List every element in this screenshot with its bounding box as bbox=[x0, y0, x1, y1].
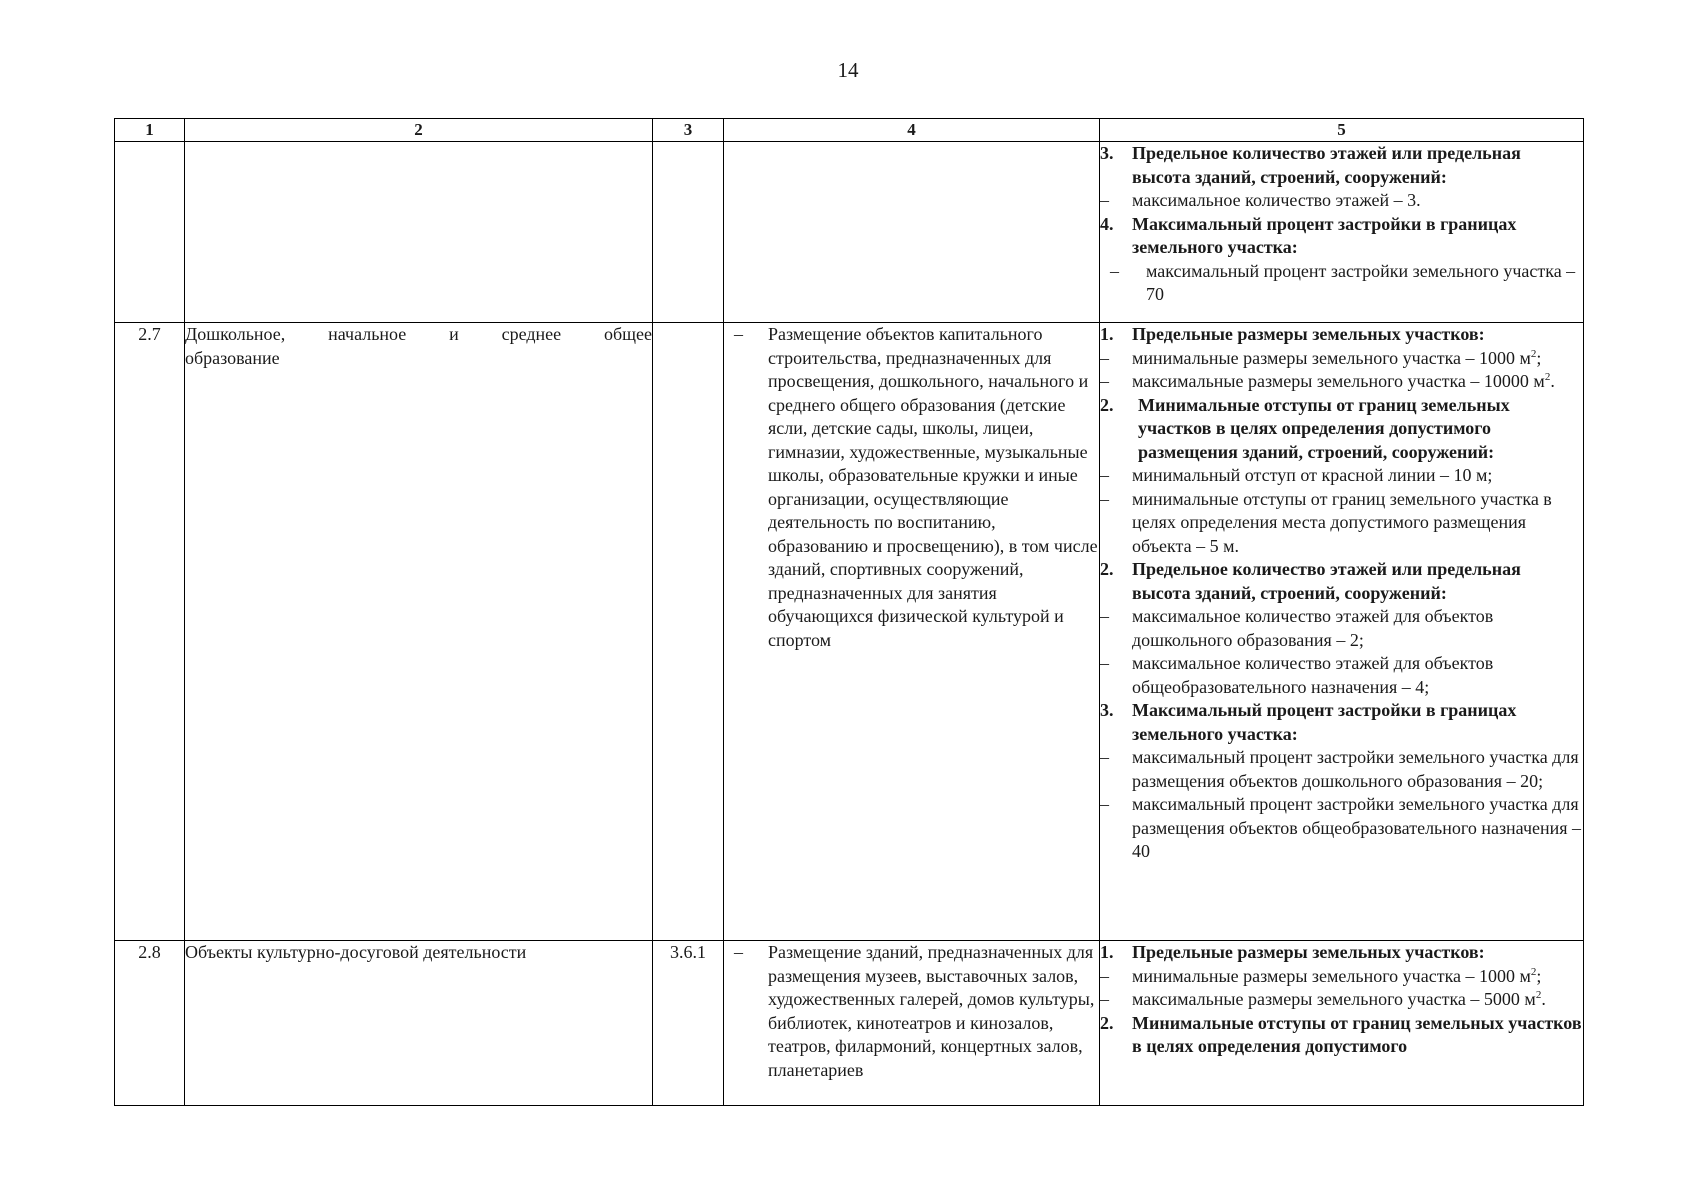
param-heading: 1. Предельные размеры земельных участков: bbox=[1100, 324, 1485, 344]
param-heading: 2. Предельное количество этажей или предельная высота зданий, строений, сооружений: bbox=[1100, 559, 1521, 603]
zoning-table bbox=[114, 118, 1584, 1106]
parameters-cell bbox=[1100, 142, 1584, 323]
header-cell: 4 bbox=[724, 119, 1100, 142]
use-name: Объекты культурно-досуговой деятельности bbox=[185, 941, 653, 1106]
param-heading: 4. Максимальный процент застройки в границах земельного участка: bbox=[1100, 213, 1517, 257]
header-cell: 5 bbox=[1100, 119, 1584, 142]
param-heading: 2. Минимальные отступы от границ земельных участков в целях определения допустимого bbox=[1100, 1012, 1582, 1056]
use-code bbox=[653, 323, 724, 941]
header-cell: 1 bbox=[115, 119, 185, 142]
use-description: – Размещение объектов капитального строительства, предназначенных для просвещения, дошкольного, начального и среднего общего образования (детские ясли, детские сады, школы, лицеи, гимназии, художественные, музыкальные школы, образовательные кружки и иные организации, осуществляющие деятельность по воспитанию, образованию и просвещению), в том числе зданий, спортивных сооружений, предназначенных для занятия обучающихся физической культурой и спортом bbox=[724, 323, 1100, 941]
header-cell: 2 bbox=[185, 119, 653, 142]
table-row bbox=[115, 142, 1584, 323]
param-item: – минимальные размеры земельного участка – 1000 $м^2$; bbox=[1100, 347, 1542, 368]
table-row bbox=[115, 323, 1584, 941]
param-heading: 1. Предельные размеры земельных участков: bbox=[1100, 942, 1485, 962]
use-code: 3.6.1 bbox=[653, 941, 724, 1106]
param-item: – минимальные размеры земельного участка – 1000 $м^2$; bbox=[1100, 965, 1542, 986]
row-number: 2.8 bbox=[115, 941, 185, 1106]
param-item: – максимальные размеры земельного участка – 5000 $м^2$. bbox=[1100, 989, 1546, 1009]
use-name bbox=[185, 142, 653, 323]
table-header-row bbox=[115, 119, 1584, 142]
param-item: – максимальное количество этажей для объектов дошкольного образования – 2; bbox=[1100, 606, 1494, 650]
row-number bbox=[115, 142, 185, 323]
use-description bbox=[724, 142, 1100, 323]
param-heading: 3. Предельное количество этажей или предельная высота зданий, строений, сооружений: bbox=[1100, 143, 1521, 187]
use-name: Дошкольное, начальное и среднее общее образование bbox=[185, 323, 653, 941]
header-cell: 3 bbox=[653, 119, 724, 142]
param-item: – максимальные размеры земельного участка – 10000 $м^2$. bbox=[1100, 371, 1555, 391]
parameters-cell bbox=[1100, 941, 1584, 1106]
table-row bbox=[115, 941, 1584, 1106]
param-item: – максимальный процент застройки земельного участка для размещения объектов общеобразовательного назначения – 40 bbox=[1100, 794, 1582, 861]
param-heading: 3. Максимальный процент застройки в границах земельного участка: bbox=[1100, 700, 1517, 744]
param-item: – максимальное количество этажей для объектов общеобразовательного назначения – 4; bbox=[1100, 653, 1494, 697]
page-number: 14 bbox=[837, 58, 859, 82]
param-item: – минимальный отступ от красной линии – 10 м; bbox=[1100, 465, 1493, 485]
row-number: 2.7 bbox=[115, 323, 185, 941]
use-code bbox=[653, 142, 724, 323]
use-description: – Размещение зданий, предназначенных для размещения музеев, выставочных залов, художественных галерей, домов культуры, библиотек, кинотеатров и кинозалов, театров, филармоний, концертных залов, планетариев bbox=[724, 941, 1100, 1106]
param-item: – максимальный процент застройки земельного участка для размещения объектов дошкольного образования – 20; bbox=[1100, 747, 1579, 791]
param-item: – максимальное количество этажей – 3. bbox=[1100, 190, 1421, 210]
param-item: – максимальный процент застройки земельного участка – 70 bbox=[1110, 260, 1576, 304]
parameters-cell bbox=[1100, 323, 1584, 941]
param-item: – минимальные отступы от границ земельного участка в целях определения места допустимого размещения объекта – 5 м. bbox=[1100, 488, 1552, 556]
param-heading: 2. Минимальные отступы от границ земельных участков в целях определения допустимого размещения зданий, строений, сооружений: bbox=[1100, 394, 1510, 462]
